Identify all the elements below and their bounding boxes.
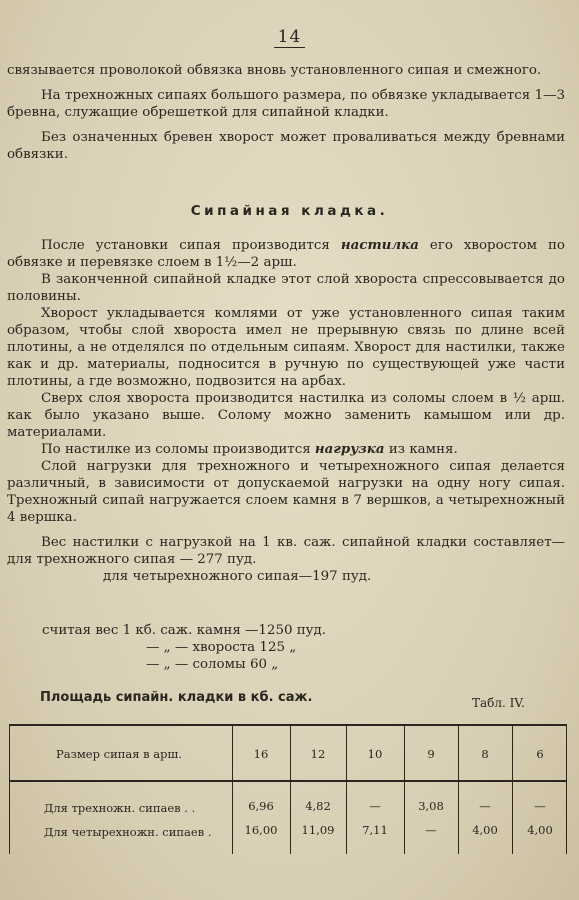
table-cell: —	[534, 799, 546, 813]
paragraph: Хворост укладывается комлями от уже установленного сипая таким образом, чтобы слой хвороста имел не прерывную связь по длине всей плотины, а не отделялся по отдельным сипаям. Хворост для настилки, также как и др. материалы, подносится в ручную по существующей уже части плотины, а где возможно, подвозится на арбах.	[7, 306, 565, 389]
table-header-cell: 6	[536, 747, 544, 761]
table-cell: 4,00	[527, 823, 553, 837]
table-title: Площадь сипайн. кладки в кб. саж.	[40, 690, 313, 705]
table-cell: 7,11	[362, 823, 388, 837]
table-cell: —	[479, 799, 491, 813]
paragraph: После установки сипая производится настилка его хворостом по обвязке и перевязке слоем в 1½—2 арш.	[7, 237, 565, 270]
term-nastilka: настилка	[340, 237, 419, 253]
paragraph-continuation: для четырехножного сипая—197 пуд.	[103, 569, 372, 584]
paragraph: Вес настилки с нагрузкой на 1 кв. саж. сипайной кладки составляет—для трехножного сипая — 277 пуд.	[7, 535, 565, 567]
section-heading: Сипайная кладка.	[190, 203, 389, 219]
table-header-label: Размер сипая в арш.	[56, 747, 182, 761]
table-header-cell: 9	[427, 747, 435, 761]
paragraph: Слой нагрузки для трехножного и четырехножного сипая делается различный, в зависимости от допускаемой нагрузки на одну ногу сипая. Трехножный сипай нагружается слоем камня в 7 вершков, а четырехножный 4 вершка.	[7, 459, 565, 525]
table-cell: 16,00	[244, 823, 278, 837]
page-number: 14	[0, 27, 579, 47]
weight-calc	[42, 622, 326, 673]
paragraph: По настилке из соломы производится нагрузка из камня.	[41, 441, 458, 457]
table-cell: —	[369, 799, 381, 813]
table-row-label: Для четырехножн. сипаев .	[44, 825, 212, 839]
table-header-cell: 8	[481, 747, 489, 761]
calc-line: — „ — хвороста 125 „	[146, 640, 297, 655]
data-table	[9, 724, 567, 854]
paragraph: В законченной сипайной кладке этот слой хвороста спрессовывается до половины.	[7, 272, 565, 304]
paragraph: Без означенных бревен хворост может проваливаться между бревнами обвязки.	[7, 130, 565, 162]
table-row-label: Для трехножн. сипаев . .	[44, 801, 196, 815]
top-text-block	[7, 62, 565, 163]
table-divider	[10, 780, 566, 782]
table-header-cell: 12	[310, 747, 326, 761]
table-label: Табл. IV.	[472, 696, 525, 710]
paragraph: На трехножных сипаях большого размера, по обвязке укладывается 1—3 бревна, служащие обрешеткой для сипайной кладки.	[7, 88, 565, 120]
table-cell: —	[425, 823, 437, 837]
calc-line: считая вес 1 кб. саж. камня —1250 пуд.	[42, 623, 327, 638]
table-cell: 4,82	[305, 799, 331, 813]
table-header-cell: 16	[253, 747, 269, 761]
table-header-cell: 10	[367, 747, 383, 761]
table-cell: 11,09	[301, 823, 335, 837]
paragraph: Сверх слоя хвороста производится настилка из соломы слоем в ½ арш. как было указано выше. Солому можно заменить камышом или др. материалами.	[7, 391, 565, 440]
table-cell: 3,08	[418, 799, 444, 813]
table-cell: 4,00	[472, 823, 498, 837]
table-cell: 6,96	[248, 799, 274, 813]
main-text-block	[7, 237, 565, 585]
term-nagruzka: нагрузка	[314, 441, 385, 457]
calc-line: — „ — соломы 60 „	[146, 657, 279, 672]
paragraph: связывается проволокой обвязка вновь установленного сипая и смежного.	[7, 63, 542, 78]
